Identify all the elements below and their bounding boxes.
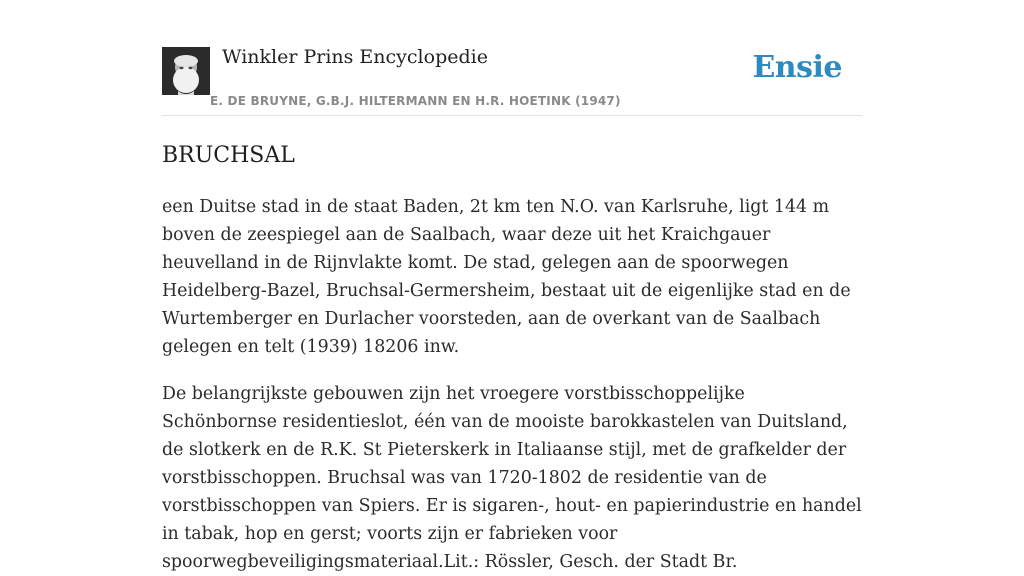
content-column	[162, 0, 862, 576]
avatar[interactable]	[162, 47, 210, 95]
authors-line: E. DE BRUYNE, G.B.J. HILTERMANN EN H.R. HOETINK (1947)	[210, 94, 621, 108]
article-paragraph: een Duitse stad in de staat Baden, 2t km ten N.O. van Karlsruhe, ligt 144 m boven de zeespiegel aan de Saalbach, waar deze uit het Kraichgauer heuvelland in de Rijnvlakte komt. De stad, gelegen aan de spoorwegen Heidelberg-Bazel, Bruchsal-Germersheim, bestaat uit de eigenlijke stad en de Wurtemberger en Durlacher voorsteden, aan de overkant van de Saalbach gelegen en telt (1939) 18206 inw.	[162, 197, 851, 357]
article-title: BRUCHSAL	[162, 143, 295, 168]
article-paragraph: De belangrijkste gebouwen zijn het vroegere vorstbisschoppelijke Schönbornse residentieslot, één van de mooiste barokkastelen van Duitsland, de slotkerk en de R.K. St Pieterskerk in Italiaanse stijl, met de grafkelder der vorstbisschoppen. Bruchsal was van 1720-1802 de residentie van de vorstbisschoppen van Spiers. Er is sigaren-, hout- en papierindustrie en handel in tabak, hop en gerst; voorts zijn er fabrieken voor spoorwegbeveiligingsmateriaal.Lit.: Rössler, Gesch. der Stadt Br.	[162, 384, 862, 572]
site-header	[162, 0, 862, 116]
brand-logo[interactable]: Ensie	[752, 50, 842, 85]
site-title[interactable]: Winkler Prins Encyclopedie	[222, 46, 488, 68]
bearded-man-portrait-icon	[162, 47, 210, 95]
